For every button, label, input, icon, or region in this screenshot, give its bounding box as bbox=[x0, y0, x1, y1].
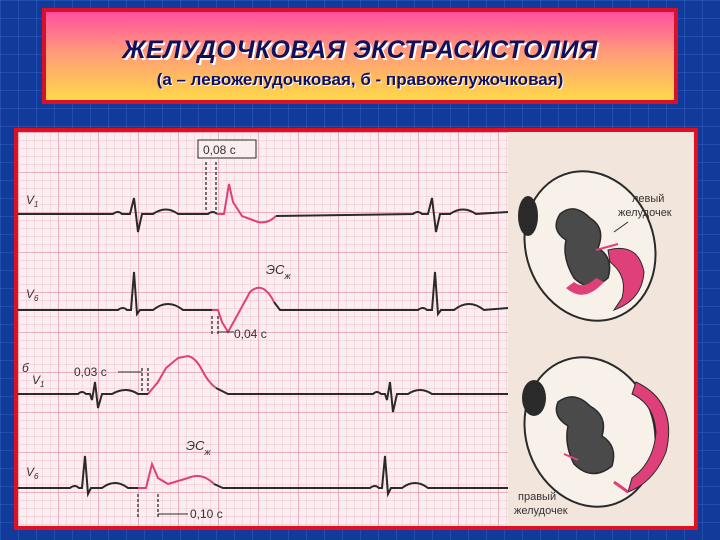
lead-a-v1-label: $V_1$ bbox=[26, 193, 39, 209]
interval-b-bottom: 0,10 с bbox=[190, 507, 223, 521]
interval-b-top: 0,03 с bbox=[74, 365, 107, 379]
lead-b-v6-label: $V_6$ bbox=[26, 465, 39, 481]
slide-subtitle: (а – левожелудочковая, б - правожелужочковая) bbox=[156, 70, 564, 89]
interval-a-bottom: 0,04 с bbox=[234, 327, 267, 341]
ecg-figure bbox=[14, 128, 698, 530]
lead-a-v6-label: $V_6$ bbox=[26, 287, 39, 303]
lead-b-v1-label: $V_1$ bbox=[32, 373, 45, 389]
heart-b-label-line1: правый bbox=[518, 491, 557, 503]
slide-title: ЖЕЛУДОЧКОВАЯ ЭКСТРАСИСТОЛИЯ bbox=[122, 36, 598, 64]
heart-a-label-line1: левый bbox=[632, 193, 665, 205]
panel-b-letter: б bbox=[22, 361, 29, 375]
es-label-b: $ЭС_ж$ bbox=[186, 438, 211, 457]
interval-a-top: 0,08 с bbox=[203, 143, 236, 157]
heart-b-label-line2: желудочек bbox=[514, 505, 568, 517]
title-banner bbox=[42, 8, 678, 104]
ecg-illustration bbox=[18, 132, 694, 526]
heart-a-label-line2: желудочек bbox=[618, 207, 672, 219]
es-label-a: $ЭС_ж$ bbox=[266, 262, 291, 281]
